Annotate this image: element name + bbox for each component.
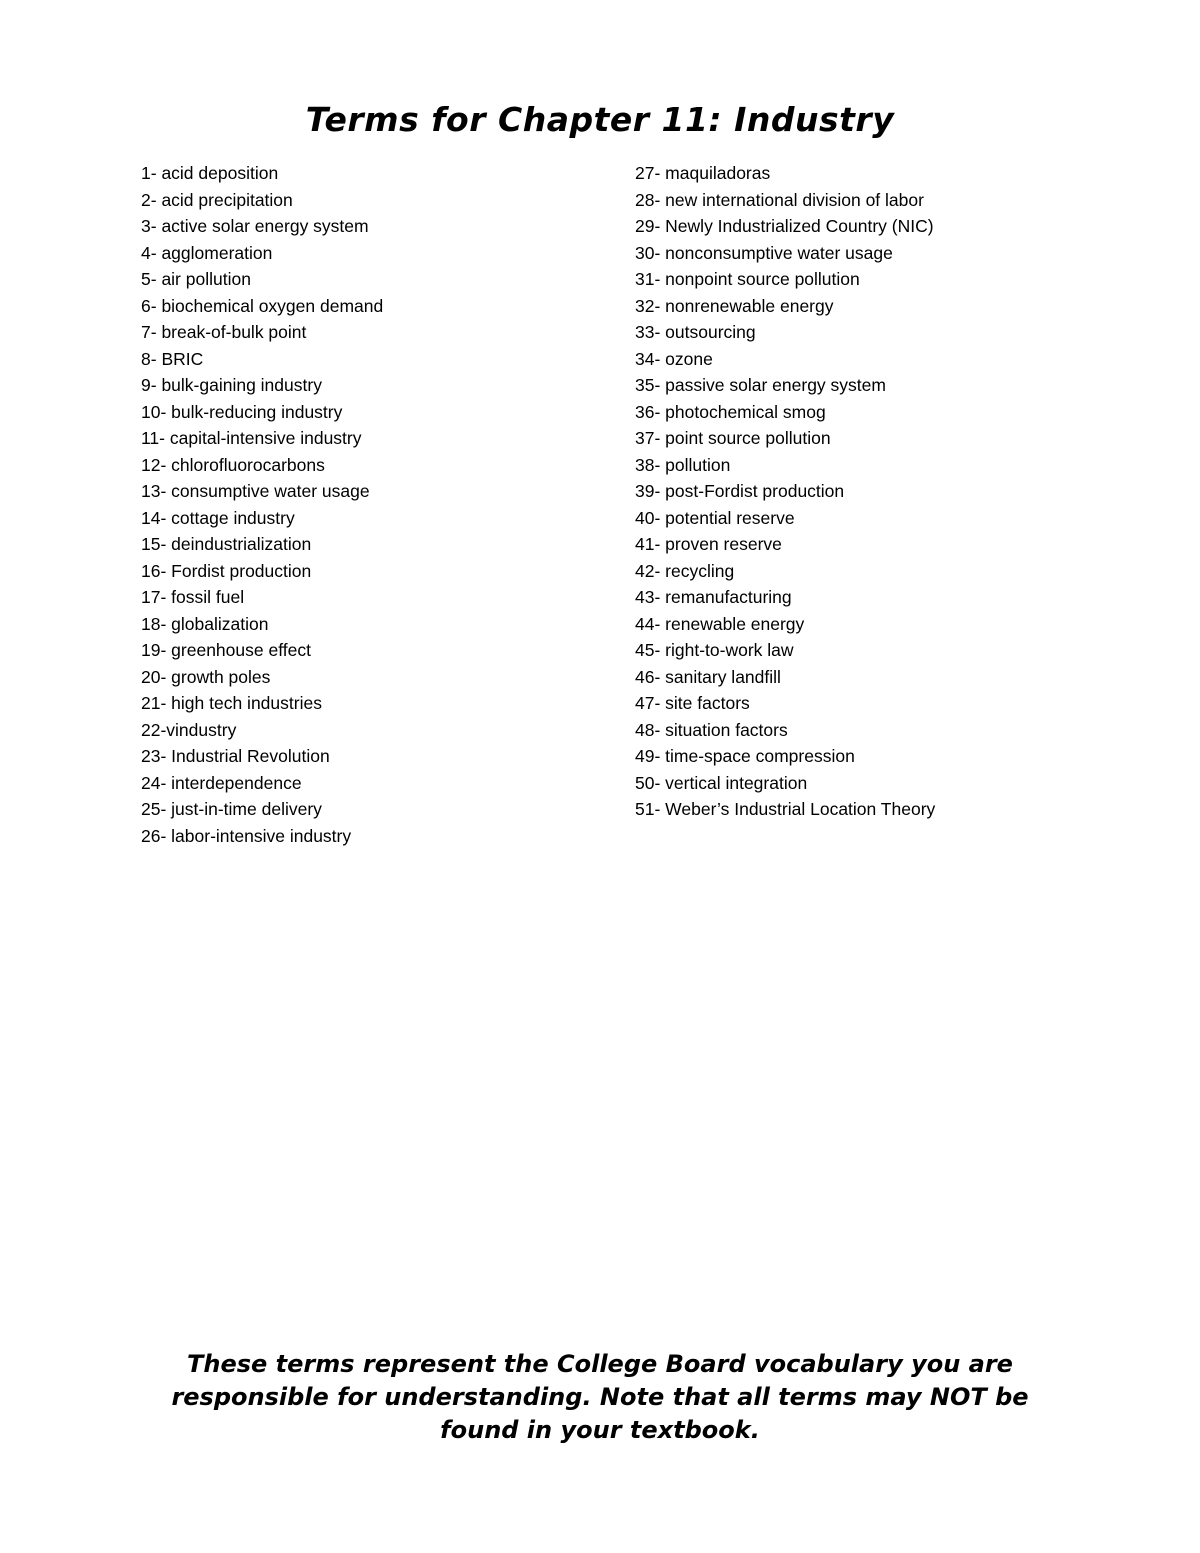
term-separator: - — [160, 640, 172, 660]
term-separator: - — [654, 772, 666, 793]
term-separator: - — [654, 189, 666, 210]
term-item — [141, 690, 611, 717]
term-separator: - — [150, 269, 162, 289]
term-item — [635, 478, 1155, 505]
term-text: passive solar energy system — [665, 375, 886, 395]
term-separator: - — [150, 322, 162, 342]
term-text: bulk-gaining industry — [161, 375, 322, 395]
term-separator: - — [654, 613, 666, 634]
term-text: sanitary landfill — [665, 666, 781, 687]
term-text: growth poles — [171, 666, 271, 687]
term-number: 26 — [141, 825, 161, 846]
term-separator: - — [654, 454, 666, 475]
term-number: 48 — [635, 719, 655, 740]
term-separator: - — [654, 507, 666, 528]
term-item — [635, 266, 1155, 293]
term-number: 36 — [635, 401, 655, 422]
term-item — [141, 266, 611, 293]
term-item — [635, 664, 1155, 691]
term-text: labor-intensive industry — [171, 825, 352, 846]
term-number: 5 — [141, 269, 151, 289]
term-number: 46 — [635, 666, 655, 687]
term-number: 20 — [141, 666, 161, 687]
term-item — [635, 584, 1155, 611]
term-separator: - — [160, 560, 172, 581]
term-number: 38 — [635, 454, 655, 475]
term-number: 45 — [635, 640, 655, 660]
term-text: chlorofluorocarbons — [171, 454, 325, 475]
term-separator: - — [160, 613, 172, 634]
term-item — [635, 187, 1155, 214]
term-number: 3 — [141, 216, 151, 236]
term-number: 43 — [635, 587, 655, 607]
term-separator: - — [654, 746, 666, 766]
footer-note: These terms represent the College Board vocabulary you are responsible for understanding. Note that all terms may NOT be found in your textbook. — [171, 1350, 1029, 1444]
term-separator: - — [160, 454, 172, 475]
term-number: 39 — [635, 481, 655, 501]
term-separator: - — [654, 560, 666, 581]
term-text: just-in-time delivery — [171, 799, 322, 819]
term-number: 35 — [635, 375, 655, 395]
term-number: 2 — [141, 189, 151, 210]
term-text: biochemical oxygen demand — [161, 295, 384, 316]
term-item — [635, 399, 1155, 426]
term-number: 41 — [635, 534, 655, 554]
term-text: deindustrialization — [171, 534, 312, 554]
term-item — [635, 690, 1155, 717]
term-text: active solar energy system — [161, 216, 369, 236]
term-text: fossil fuel — [171, 587, 245, 607]
term-separator: - — [150, 295, 162, 316]
term-number: 12 — [141, 454, 161, 475]
term-item — [635, 213, 1155, 240]
term-text: ozone — [665, 348, 713, 369]
term-separator: - — [654, 587, 666, 607]
term-text: nonpoint source pollution — [665, 269, 860, 289]
term-item — [141, 584, 611, 611]
term-separator: - — [654, 640, 666, 660]
term-text: break-of-bulk point — [161, 322, 307, 342]
term-number: 29 — [635, 216, 655, 236]
term-item — [635, 717, 1155, 744]
term-separator: - — [654, 481, 666, 501]
term-separator: - — [150, 189, 162, 210]
term-text: recycling — [665, 560, 735, 581]
term-number: 22 — [141, 719, 161, 740]
term-number: 9 — [141, 375, 151, 395]
term-text: maquiladoras — [665, 163, 771, 183]
term-item — [635, 160, 1155, 187]
term-number: 1 — [141, 163, 151, 183]
term-text: cottage industry — [171, 507, 295, 528]
term-item — [141, 664, 611, 691]
term-number: 17 — [141, 587, 161, 607]
term-separator: - — [654, 401, 666, 422]
term-item — [141, 240, 611, 267]
term-text: Industrial Revolution — [171, 746, 330, 766]
term-text: photochemical smog — [665, 401, 826, 422]
term-item — [141, 187, 611, 214]
term-number: 34 — [635, 348, 655, 369]
term-text: time-space compression — [665, 746, 855, 766]
term-separator: - — [150, 348, 162, 369]
term-number: 47 — [635, 693, 655, 713]
term-text: high tech industries — [171, 693, 322, 713]
term-number: 11 — [141, 428, 160, 448]
term-text: agglomeration — [161, 242, 273, 263]
term-item — [141, 770, 611, 797]
term-number: 44 — [635, 613, 655, 634]
term-item — [635, 637, 1155, 664]
term-separator: - — [150, 375, 162, 395]
term-text: bulk-reducing industry — [171, 401, 343, 422]
term-number: 15 — [141, 534, 161, 554]
term-text: right-to-work law — [665, 640, 794, 660]
term-item — [635, 452, 1155, 479]
term-item — [141, 611, 611, 638]
term-separator: - — [150, 216, 162, 236]
term-item — [635, 293, 1155, 320]
term-item — [635, 319, 1155, 346]
term-item — [141, 372, 611, 399]
term-separator: - — [654, 242, 666, 263]
term-text: situation factors — [665, 719, 788, 740]
term-item — [141, 160, 611, 187]
terms-list-right — [635, 160, 1155, 823]
term-separator: - — [150, 242, 162, 263]
term-item — [635, 558, 1155, 585]
term-separator: - — [654, 693, 666, 713]
term-separator: - — [160, 719, 167, 740]
term-item — [635, 796, 1155, 823]
term-text: BRIC — [161, 348, 204, 369]
term-text: Newly Industrialized Country (NIC) — [665, 216, 934, 236]
term-separator: - — [654, 799, 666, 819]
term-separator: - — [654, 428, 666, 448]
term-number: 37 — [635, 428, 655, 448]
term-separator: - — [160, 772, 172, 793]
term-number: 13 — [141, 481, 161, 501]
term-item — [141, 319, 611, 346]
term-separator: - — [654, 666, 666, 687]
term-separator: - — [654, 295, 666, 316]
term-separator: - — [654, 348, 666, 369]
term-text: new international division of labor — [665, 189, 924, 210]
term-separator: - — [654, 216, 666, 236]
term-text: renewable energy — [665, 613, 805, 634]
term-item — [141, 425, 611, 452]
term-number: 49 — [635, 746, 655, 766]
term-item — [141, 558, 611, 585]
term-number: 33 — [635, 322, 655, 342]
term-text: acid precipitation — [161, 189, 293, 210]
term-number: 19 — [141, 640, 161, 660]
term-text: interdependence — [171, 772, 302, 793]
term-item — [635, 743, 1155, 770]
term-text: outsourcing — [665, 322, 756, 342]
term-separator: - — [150, 163, 162, 183]
term-item — [141, 346, 611, 373]
term-number: 14 — [141, 507, 161, 528]
term-number: 27 — [635, 163, 655, 183]
term-number: 18 — [141, 613, 161, 634]
term-item — [141, 478, 611, 505]
term-item — [141, 452, 611, 479]
term-number: 6 — [141, 295, 151, 316]
term-text: consumptive water usage — [171, 481, 370, 501]
term-text: potential reserve — [665, 507, 795, 528]
term-item — [635, 240, 1155, 267]
term-item — [141, 213, 611, 240]
term-text: globalization — [171, 613, 269, 634]
term-number: 7 — [141, 322, 151, 342]
term-text: post-Fordist production — [665, 481, 845, 501]
term-number: 32 — [635, 295, 655, 316]
term-separator: - — [160, 507, 172, 528]
term-separator: - — [160, 401, 172, 422]
term-text: nonrenewable energy — [665, 295, 834, 316]
term-separator: - — [160, 693, 172, 713]
term-number: 51 — [635, 799, 655, 819]
term-separator: - — [160, 746, 172, 766]
term-separator: - — [654, 719, 666, 740]
term-number: 4 — [141, 242, 151, 263]
term-separator: - — [160, 799, 172, 819]
term-text: point source pollution — [665, 428, 831, 448]
term-number: 31 — [635, 269, 655, 289]
term-item — [635, 346, 1155, 373]
term-number: 10 — [141, 401, 161, 422]
term-number: 21 — [141, 693, 161, 713]
term-number: 16 — [141, 560, 161, 581]
term-number: 42 — [635, 560, 655, 581]
term-separator: - — [160, 481, 172, 501]
term-item — [635, 531, 1155, 558]
term-item — [635, 372, 1155, 399]
term-text: capital-intensive industry — [169, 428, 362, 448]
term-item — [141, 293, 611, 320]
term-item — [141, 505, 611, 532]
term-separator: - — [160, 587, 172, 607]
term-text: greenhouse effect — [171, 640, 311, 660]
page-title: Terms for Chapter 11: Industry — [305, 100, 895, 139]
term-text: vertical integration — [665, 772, 808, 793]
term-number: 8 — [141, 348, 151, 369]
term-item — [635, 770, 1155, 797]
term-item — [141, 743, 611, 770]
term-item — [141, 399, 611, 426]
term-item — [635, 425, 1155, 452]
term-number: 25 — [141, 799, 161, 819]
terms-list-left — [141, 160, 611, 849]
term-item — [635, 611, 1155, 638]
term-separator: - — [160, 825, 172, 846]
term-separator: - — [654, 269, 666, 289]
term-number: 50 — [635, 772, 655, 793]
term-separator: - — [160, 534, 172, 554]
term-text: Weber’s Industrial Location Theory — [665, 799, 936, 819]
term-text: Fordist production — [171, 560, 312, 581]
term-text: nonconsumptive water usage — [665, 242, 893, 263]
term-separator: - — [654, 375, 666, 395]
term-text: proven reserve — [665, 534, 782, 554]
term-text: vindustry — [166, 719, 237, 740]
term-number: 28 — [635, 189, 655, 210]
term-item — [141, 531, 611, 558]
term-item — [141, 637, 611, 664]
term-item — [141, 823, 611, 850]
term-item — [635, 505, 1155, 532]
term-separator: - — [654, 534, 666, 554]
term-item — [141, 796, 611, 823]
term-separator: - — [160, 666, 172, 687]
term-text: air pollution — [161, 269, 251, 289]
term-separator: - — [159, 428, 170, 448]
term-number: 24 — [141, 772, 161, 793]
term-number: 30 — [635, 242, 655, 263]
term-text: remanufacturing — [665, 587, 792, 607]
term-item — [141, 717, 611, 744]
term-separator: - — [654, 322, 666, 342]
term-text: acid deposition — [161, 163, 279, 183]
term-text: site factors — [665, 693, 750, 713]
term-number: 40 — [635, 507, 655, 528]
term-text: pollution — [665, 454, 731, 475]
term-separator: - — [654, 163, 666, 183]
term-number: 23 — [141, 746, 161, 766]
